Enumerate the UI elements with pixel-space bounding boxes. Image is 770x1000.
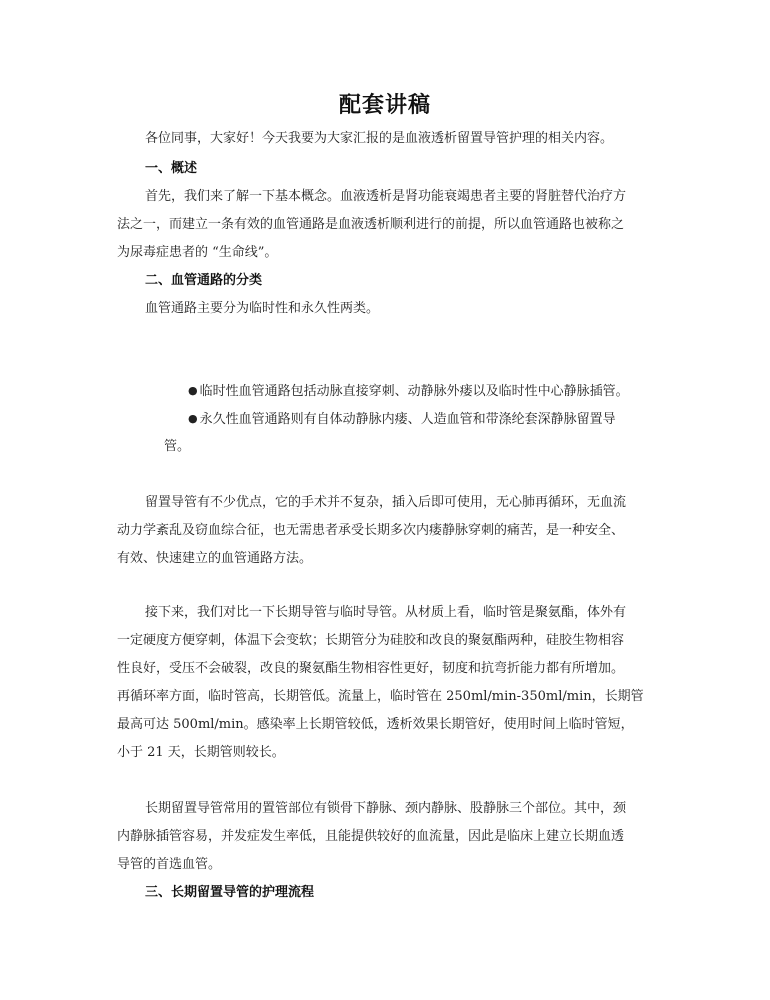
bullet-icon: ● [188,412,198,425]
overview-line-3: 为尿毒症患者的 “生命线”。 [117,245,278,260]
advantages-line-3: 有效、快速建立的血管通路方法。 [117,551,313,566]
intro-text: 各位同事，大家好！今天我要为大家汇报的是血液透析留置导管护理的相关内容。 [145,131,614,146]
bullet-icon: ● [188,384,198,397]
compare-line-4: 再循环率方面，临时管高，长期管低。流量上，临时管在 250ml/min-350ml/min，长期管 [117,689,644,704]
advantages-line-2: 动力学紊乱及窃血综合征，也无需患者承受长期多次内瘘静脉穿刺的痛苦，是一种安全、 [117,523,625,538]
section-heading-care-process: 三、长期留置导管的护理流程 [145,885,315,900]
bullet-item-permanent [188,408,616,427]
bullet-text-permanent-continued: 管。 [164,439,191,454]
page-title: 配套讲稿 [338,92,431,118]
sites-line-3: 导管的首选血管。 [117,857,222,872]
compare-line-5: 最高可达 500ml/min。感染率上长期管较低，透析效果长期管好，使用时间上临时管短， [117,717,634,732]
bullet-item-temporary [188,380,629,399]
compare-line-3: 性良好，受压不会破裂，改良的聚氨酯生物相容性更好，韧度和抗弯折能力都有所增加。 [117,661,625,676]
sites-line-2: 内静脉插管容易，并发症发生率低，且能提供较好的血流量，因此是临床上建立长期血透 [117,829,625,844]
compare-line-1: 接下来，我们对比一下长期导管与临时导管。从材质上看，临时管是聚氨酯，体外有 [145,605,627,620]
compare-line-6: 小于 21 天，长期管则较长。 [117,745,285,760]
section-heading-classification: 二、血管通路的分类 [145,273,263,288]
section-heading-overview: 一、概述 [145,161,198,176]
sites-line-1: 长期留置导管常用的置管部位有锁骨下静脉、颈内静脉、股静脉三个部位。其中，颈 [145,801,627,816]
overview-line-1: 首先，我们来了解一下基本概念。血液透析是肾功能衰竭患者主要的肾脏替代治疗方 [145,189,627,204]
classification-intro: 血管通路主要分为临时性和永久性两类。 [145,301,380,316]
overview-line-2: 法之一，而建立一条有效的血管通路是血液透析顺利进行的前提，所以血管通路也被称之 [117,217,625,232]
bullet-text-temporary: 临时性血管通路包括动脉直接穿刺、动静脉外瘘以及临时性中心静脉插管。 [199,384,629,399]
bullet-text-permanent: 永久性血管通路则有自体动静脉内瘘、人造血管和带涤纶套深静脉留置导 [199,412,616,427]
compare-line-2: 一定硬度方便穿刺，体温下会变软；长期管分为硅胶和改良的聚氨酯两种，硅胶生物相容 [117,633,625,648]
advantages-line-1: 留置导管有不少优点，它的手术并不复杂，插入后即可使用，无心肺再循环，无血流 [145,495,627,510]
